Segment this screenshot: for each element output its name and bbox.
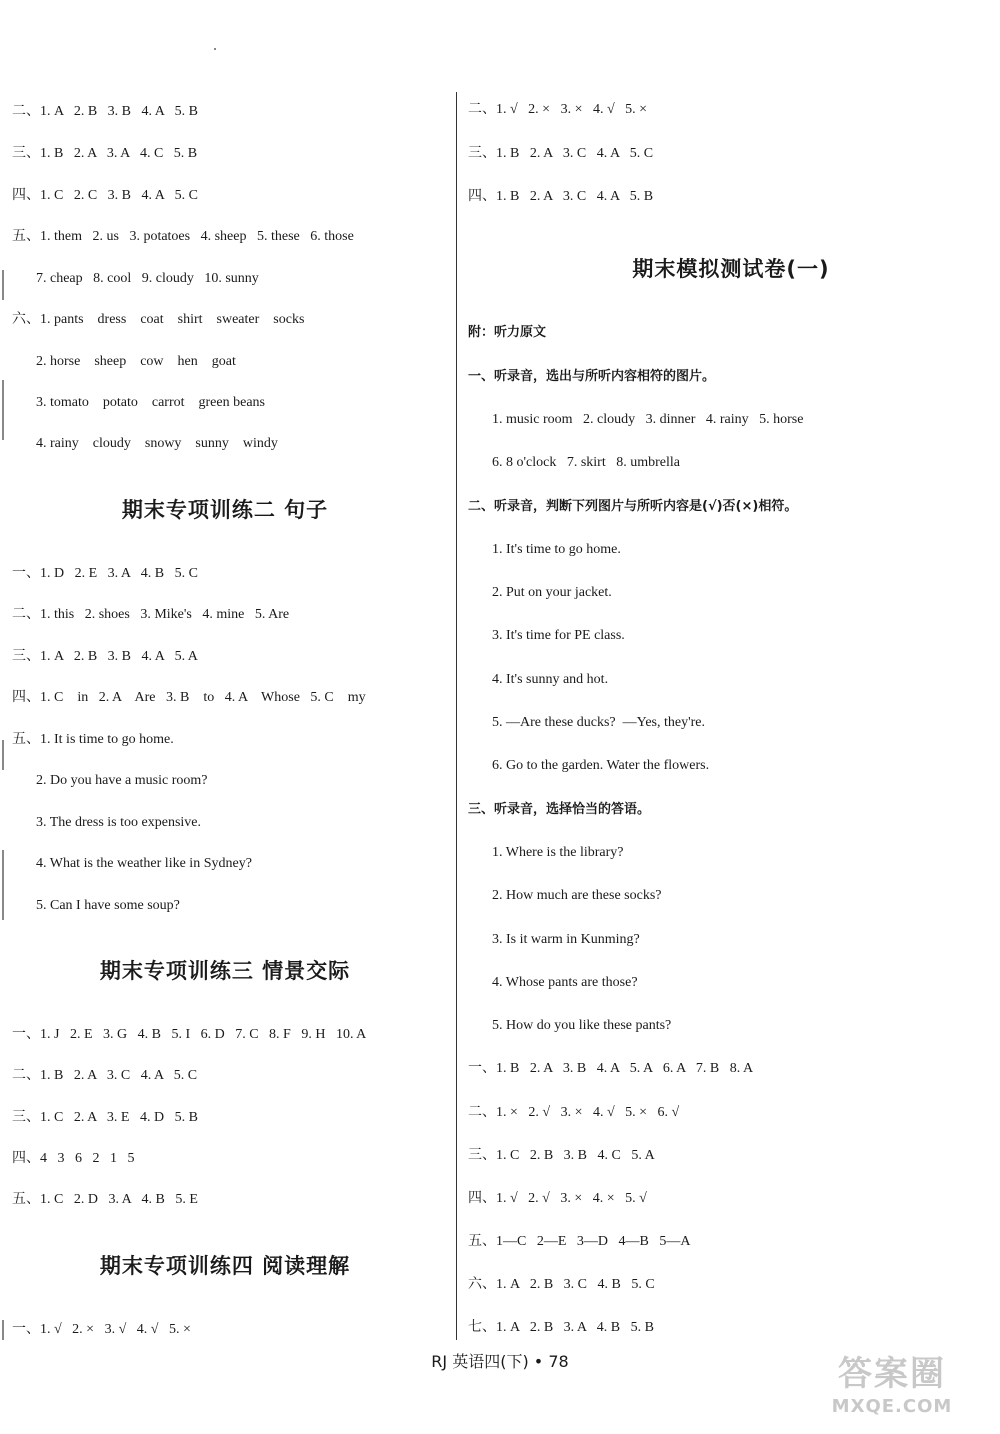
answer-line: 二、1. × 2. √ 3. × 4. √ 5. × 6. √ xyxy=(468,1105,680,1120)
answer-line: 7. cheap 8. cool 9. cloudy 10. sunny xyxy=(36,271,259,286)
answer-line: 一、1. √ 2. × 3. √ 4. √ 5. × xyxy=(12,1322,191,1337)
answer-line: 五、1. C 2. D 3. A 4. B 5. E xyxy=(12,1192,198,1207)
answer-line: 5. —Are these ducks? —Yes, they're. xyxy=(492,715,706,730)
answer-line: 1. Where is the library? xyxy=(492,845,624,860)
answer-line: 三、1. B 2. A 3. A 4. C 5. B xyxy=(12,146,198,161)
answer-line: 六、1. A 2. B 3. C 4. B 5. C xyxy=(468,1277,655,1292)
answer-line: 4. Whose pants are those? xyxy=(492,975,638,990)
answer-line: 五、1. them 2. us 3. potatoes 4. sheep 5. these 6. those xyxy=(12,229,354,244)
answer-line: 一、1. J 2. E 3. G 4. B 5. I 6. D 7. C 8. F 9. H 10. A xyxy=(12,1027,367,1042)
answer-line: 二、1. B 2. A 3. C 4. A 5. C xyxy=(12,1068,198,1083)
answer-line: 三、1. C 2. B 3. B 4. C 5. A xyxy=(468,1148,655,1163)
answer-line: 二、1. A 2. B 3. B 4. A 5. B xyxy=(12,104,198,119)
page-footer: RJ 英语四(下) • 78 xyxy=(431,1352,569,1371)
answer-line: 5. How do you like these pants? xyxy=(492,1018,672,1033)
section-heading: 附：听力原文 xyxy=(468,325,547,340)
section-heading: 三、听录音，选择恰当的答语。 xyxy=(468,802,651,817)
answer-line: 6. 8 o'clock 7. skirt 8. umbrella xyxy=(492,455,680,470)
answer-line: 一、1. D 2. E 3. A 4. B 5. C xyxy=(12,566,198,581)
answer-line: 3. It's time for PE class. xyxy=(492,628,625,643)
answer-line: 四、4 3 6 2 1 5 xyxy=(12,1151,135,1166)
answer-line: 四、1. C 2. C 3. B 4. A 5. C xyxy=(12,188,198,203)
column-divider xyxy=(456,92,457,1340)
answer-line: 六、1. pants dress coat shirt sweater socks xyxy=(12,312,305,327)
answer-line: 3. Is it warm in Kunming? xyxy=(492,932,640,947)
answer-line: 6. Go to the garden. Water the flowers. xyxy=(492,758,710,773)
answer-line: 四、1. B 2. A 3. C 4. A 5. B xyxy=(468,189,654,204)
section-title: 期末专项训练三 情景交际 xyxy=(99,959,351,983)
answer-line: 七、1. A 2. B 3. A 4. B 5. B xyxy=(468,1320,654,1335)
answer-line: 二、1. √ 2. × 3. × 4. √ 5. × xyxy=(468,102,648,117)
answer-line: 4. It's sunny and hot. xyxy=(492,672,609,687)
answer-line: 二、1. this 2. shoes 3. Mike's 4. mine 5. Are xyxy=(12,607,290,622)
scan-edge-mark xyxy=(2,1320,4,1340)
section-title: 期末专项训练二 句子 xyxy=(121,498,329,522)
answer-line: 五、1. It is time to go home. xyxy=(12,732,174,747)
answer-line: 5. Can I have some soup? xyxy=(36,898,180,913)
section-heading: 二、听录音，判断下列图片与所听内容是(√)否(×)相符。 xyxy=(468,499,798,514)
answer-line: 2. How much are these socks? xyxy=(492,888,662,903)
scan-edge-mark xyxy=(2,270,4,300)
scan-dot xyxy=(214,48,216,50)
scan-edge-mark xyxy=(2,740,4,770)
answer-line: 4. rainy cloudy snowy sunny windy xyxy=(36,436,278,451)
answer-line: 4. What is the weather like in Sydney? xyxy=(36,856,252,871)
section-heading: 一、听录音，选出与所听内容相符的图片。 xyxy=(468,369,716,384)
answer-line: 2. horse sheep cow hen goat xyxy=(36,354,236,369)
scan-edge-mark xyxy=(2,850,4,920)
section-title: 期末专项训练四 阅读理解 xyxy=(99,1254,351,1278)
answer-line: 四、1. C in 2. A Are 3. B to 4. A Whose 5. C my xyxy=(12,690,366,705)
scan-edge-mark xyxy=(2,380,4,440)
answer-line: 三、1. C 2. A 3. E 4. D 5. B xyxy=(12,1110,198,1125)
answer-line: 2. Do you have a music room? xyxy=(36,773,208,788)
answer-line: 3. tomato potato carrot green beans xyxy=(36,395,265,410)
watermark-logo-text: 答案圈 xyxy=(838,1354,946,1394)
answer-line: 三、1. B 2. A 3. C 4. A 5. C xyxy=(468,146,654,161)
answer-line: 1. music room 2. cloudy 3. dinner 4. rainy 5. horse xyxy=(492,412,804,427)
answer-line: 四、1. √ 2. √ 3. × 4. × 5. √ xyxy=(468,1191,647,1206)
watermark-url: MXQE.COM xyxy=(831,1396,953,1417)
answer-line: 3. The dress is too expensive. xyxy=(36,815,201,830)
answer-line: 三、1. A 2. B 3. B 4. A 5. A xyxy=(12,649,198,664)
answer-line: 1. It's time to go home. xyxy=(492,542,621,557)
answer-line: 一、1. B 2. A 3. B 4. A 5. A 6. A 7. B 8. A xyxy=(468,1061,754,1076)
watermark xyxy=(802,1352,982,1426)
answer-line: 2. Put on your jacket. xyxy=(492,585,612,600)
section-title: 期末模拟测试卷(一) xyxy=(632,257,830,281)
answer-line: 五、1—C 2—E 3—D 4—B 5—A xyxy=(468,1234,691,1249)
